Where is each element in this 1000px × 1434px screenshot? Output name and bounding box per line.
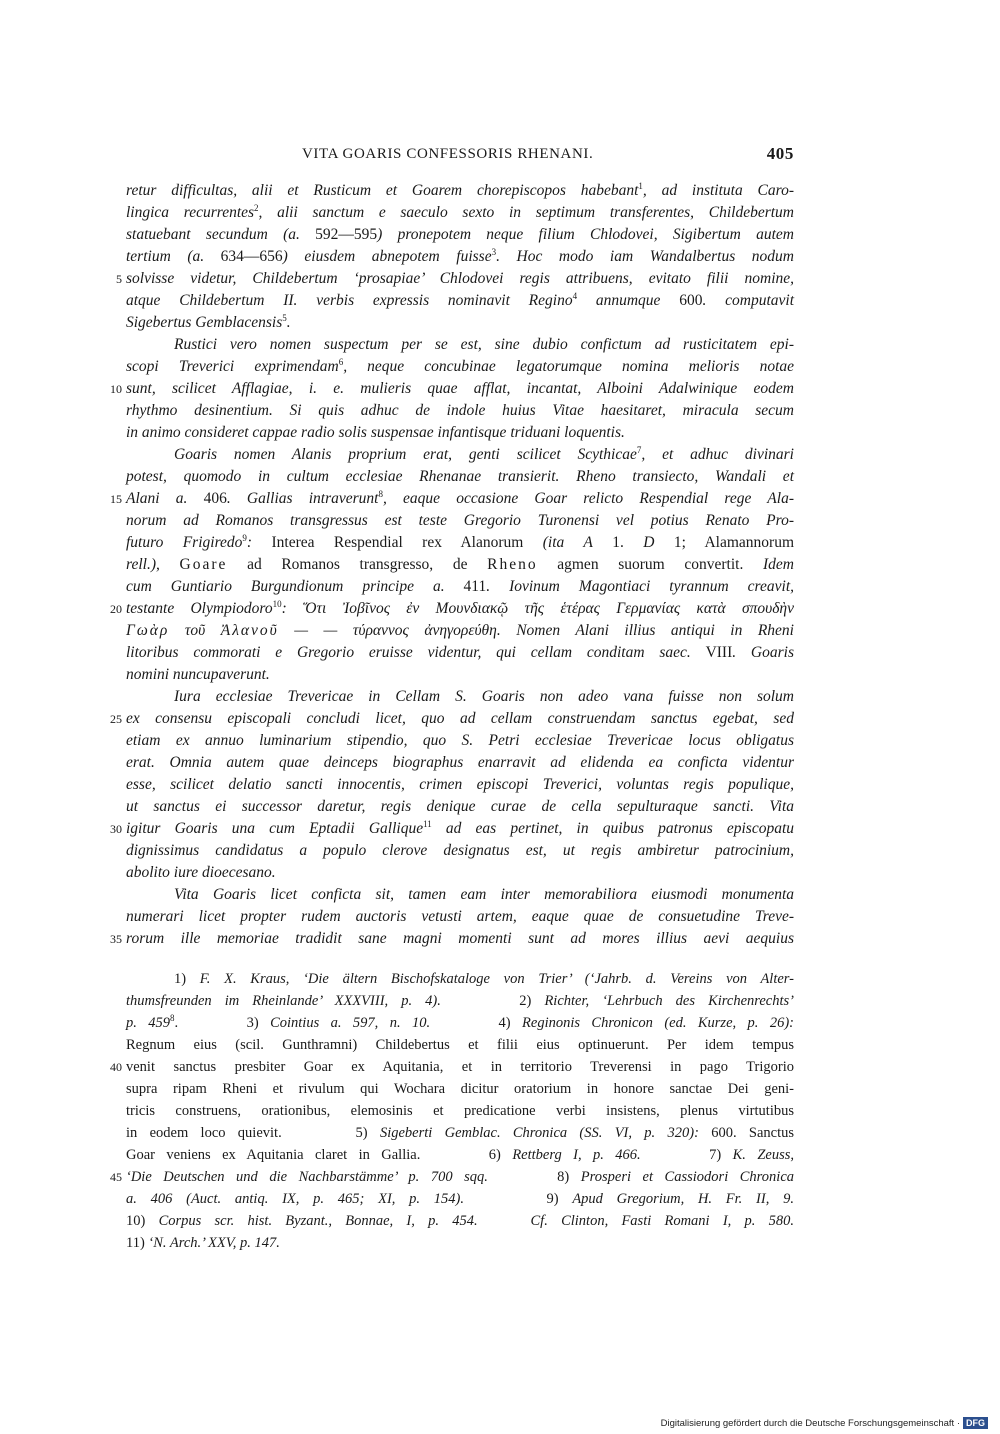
text-line: futuro Frigiredo$^9$: Interea Respendial rex Alanorum (ita A 1. D 1; Alamannorum <box>126 532 795 551</box>
digitization-credit <box>661 1417 988 1429</box>
line-number: 35 <box>110 932 122 946</box>
footnote-line: Goar veniens ex Aquitania claret in Gallia. 6) Rettberg I, p. 466. 7) K. Zeuss, <box>126 1147 794 1163</box>
text-line: in animo consideret cappae radio solis suspensae infantisque triduani loquentis. <box>126 424 625 441</box>
text-line: Goaris nomen Alanis proprium erat, genti scilicet Scythicae$^7$, et adhuc divinari <box>174 444 794 463</box>
footnote-line: 1) F. X. Kraus, ‘Die ältern Bischofskataloge von Trier’ (‘Jahrb. d. Vereins von Alter- <box>174 971 794 987</box>
footnote-line: a. 406 (Auct. antiq. IX, p. 465; XI, p. 154). 9) Apud Gregorium, H. Fr. II, 9. <box>126 1191 794 1207</box>
line-number: 5 <box>116 272 122 286</box>
line-number: 25 <box>110 712 122 726</box>
text-line: rhythmo desinentium. Si quis adhuc de indole huius Vitae haesitaret, miracula secum <box>126 402 794 419</box>
footnote-line: p. $459^8$. 3) Cointius a. 597, n. 10. 4) Reginonis Chronicon (ed. Kurze, p. 26): <box>126 1013 794 1031</box>
text-line: Sigebertus Gemblacensis$^5$. <box>126 312 291 331</box>
text-line: rorum ille memoriae tradidit sane magni momenti sunt ad mores illius aevi aequius <box>126 930 794 947</box>
line-number: 10 <box>110 382 122 396</box>
text-line: potest, quomodo in cultum ecclesiae Rhenanae transierit. Rheno transiecto, Wandali et <box>126 468 794 485</box>
text-line: cum Guntiario Burgundionum principe a. 411. Iovinum Magontiaci tyrannum creavit, <box>126 578 795 595</box>
text-line: rell.), Goare ad Romanos transgresso, de Rheno agmen suorum convertit. Idem <box>126 556 794 573</box>
text-line: retur difficultas, alii et Rusticum et Goarem chorepiscopos habebant$^1$, ad instituta Caro- <box>126 180 794 199</box>
footnote-line: ‘Die Deutschen und die Nachbarstämme’ p. 700 sqq. 8) Prosperi et Cassiodori Chronica <box>126 1169 795 1185</box>
text-line: sunt, scilicet Afflagiae, i. e. mulieris quae afflat, incantat, Alboini Adalwinique eodem <box>126 380 794 397</box>
line-number: 20 <box>110 602 122 616</box>
text-line: dignissimus candidatus a populo clerove designatus est, ut regis ambiretur patrocinium, <box>126 842 794 859</box>
running-header <box>126 142 794 166</box>
footnote-line: in eodem loco quievit. 5) Sigeberti Gemblac. Chronica (SS. VI, p. 320): 600. Sanctus <box>126 1125 795 1141</box>
footnote-line: venit sanctus presbiter Goar ex Aquitania, et in territorio Treverensi in pago Trigorio <box>126 1059 794 1075</box>
text-line: norum ad Romanos transgressus est teste Gregorio Turonensi vel potius Renato Pro- <box>126 512 794 529</box>
text-line: lingica recurrentes$^2$, alii sanctum e saeculo sexto in septimum transferentes, Childebertum <box>126 202 794 221</box>
footnote-line: 11) ‘N. Arch.’ XXV, p. 147. <box>126 1235 280 1251</box>
dfg-logo: DFG <box>963 1417 988 1429</box>
line-number: 40 <box>110 1060 122 1074</box>
footnote-line: tricis construens, orationibus, elemosinis et predicatione verbi insistens, plenus virtutibus <box>126 1103 794 1119</box>
text-line: etiam ex annuo luminarium stipendio, quo S. Petri ecclesiae Trevericae locus obligatus <box>126 732 794 749</box>
text-line: tertium (a. 634—656) eiusdem abnepotem fuisse$^3$. Hoc modo iam Wandalbertus nodum <box>126 246 794 265</box>
text-line: ex consensu episcopali concludi licet, quo ad cellam construendam sanctus egebat, sed <box>126 710 794 727</box>
text-line: atque Childebertum II. verbis expressis nominavit Regino$^4$ annumque 600. computavit <box>126 290 794 309</box>
line-number: 45 <box>110 1170 122 1184</box>
text-line: testante Olympiodoro$^{10}$: Ὅτι Ἰοβῖνος ἐν Μουνδιακῷ τῆς ἑτέρας Γερμανίας κατὰ σπουδὴν <box>126 598 794 617</box>
text-line: statuebant secundum (a. 592—595) pronepotem neque filium Chlodovei, Sigibertum autem <box>126 226 794 243</box>
text-line: erat. Omnia autem quae deinceps biographus enarravit ad elidenda ea conficta videntur <box>126 754 794 771</box>
text-line: Iura ecclesiae Trevericae in Cellam S. Goaris non adeo vana fuisse non solum <box>174 688 794 705</box>
footnote-line: supra ripam Rheni et rivulum qui Wochara dicitur oratorium in honore sanctae Dei geni- <box>126 1081 794 1097</box>
text-line: Rustici vero nomen suspectum per se est, sine dubio confictum ad rusticitatem epi- <box>174 336 794 353</box>
text-line: esse, scilicet delatio sancti innocentis, crimen episcopi Treverici, voluntas regis populique, <box>126 776 794 793</box>
footnote-line: 10) Corpus scr. hist. Byzant., Bonnae, I, p. 454. Cf. Clinton, Fasti Romani I, p. 580. <box>126 1213 794 1229</box>
text-line: igitur Goaris una cum Eptadii Gallique$^{11}$ ad eas pertinet, in quibus patronus episcopatu <box>126 818 795 837</box>
page-number: 405 <box>766 144 794 163</box>
credit-text: Digitalisierung gefördert durch die Deutsche Forschungsgemeinschaft · <box>660 1417 960 1429</box>
footnote-line: Regnum eius (scil. Gunthramni) Childebertus et filii eius optinuerunt. Per idem tempus <box>126 1037 794 1053</box>
text-line: Vita Goaris licet conficta sit, tamen eam inter memorabiliora eiusmodi monumenta <box>174 886 794 903</box>
running-title: VITA GOARIS CONFESSORIS RHENANI. <box>302 146 594 162</box>
text-line: ut sanctus ei successor daretur, regis denique curae de cella sepulturaque sancti. Vita <box>126 798 794 815</box>
text-line: scopi Treverici exprimendam$^6$, neque concubinae legatorumque nomina melioris notae <box>126 356 795 375</box>
line-number: 30 <box>110 822 122 836</box>
text-line: nomini nuncupaverunt. <box>126 666 270 683</box>
footnote-line: thumsfreunden im Rheinlande’ XXXVIII, p. 4). 2) Richter, ‘Lehrbuch des Kirchenrechts’ <box>126 993 794 1009</box>
text-line: numerari licet propter rudem auctoris vetusti artem, eaque quae de consuetudine Treve- <box>126 908 794 925</box>
text-line: Γωὰρ τοῦ Ἀλανοῦ — — τύραννος ἀνηγορεύθη. Nomen Alani illius antiqui in Rheni <box>126 622 794 639</box>
text-line: solvisse videtur, Childebertum ‘prosapiae’ Chlodovei regis attribuens, evitato filii nomine, <box>126 270 794 287</box>
text-line: Alani a. 406. Gallias intraverunt$^8$, eaque occasione Goar relicto Respendial rege Ala- <box>126 488 794 507</box>
text-line: abolito iure dioecesano. <box>126 864 276 881</box>
text-line: litoribus commorati e Gregorio eruisse videntur, qui cellam conditam saec. VIII. Goaris <box>126 644 794 661</box>
line-number: 15 <box>110 492 122 506</box>
